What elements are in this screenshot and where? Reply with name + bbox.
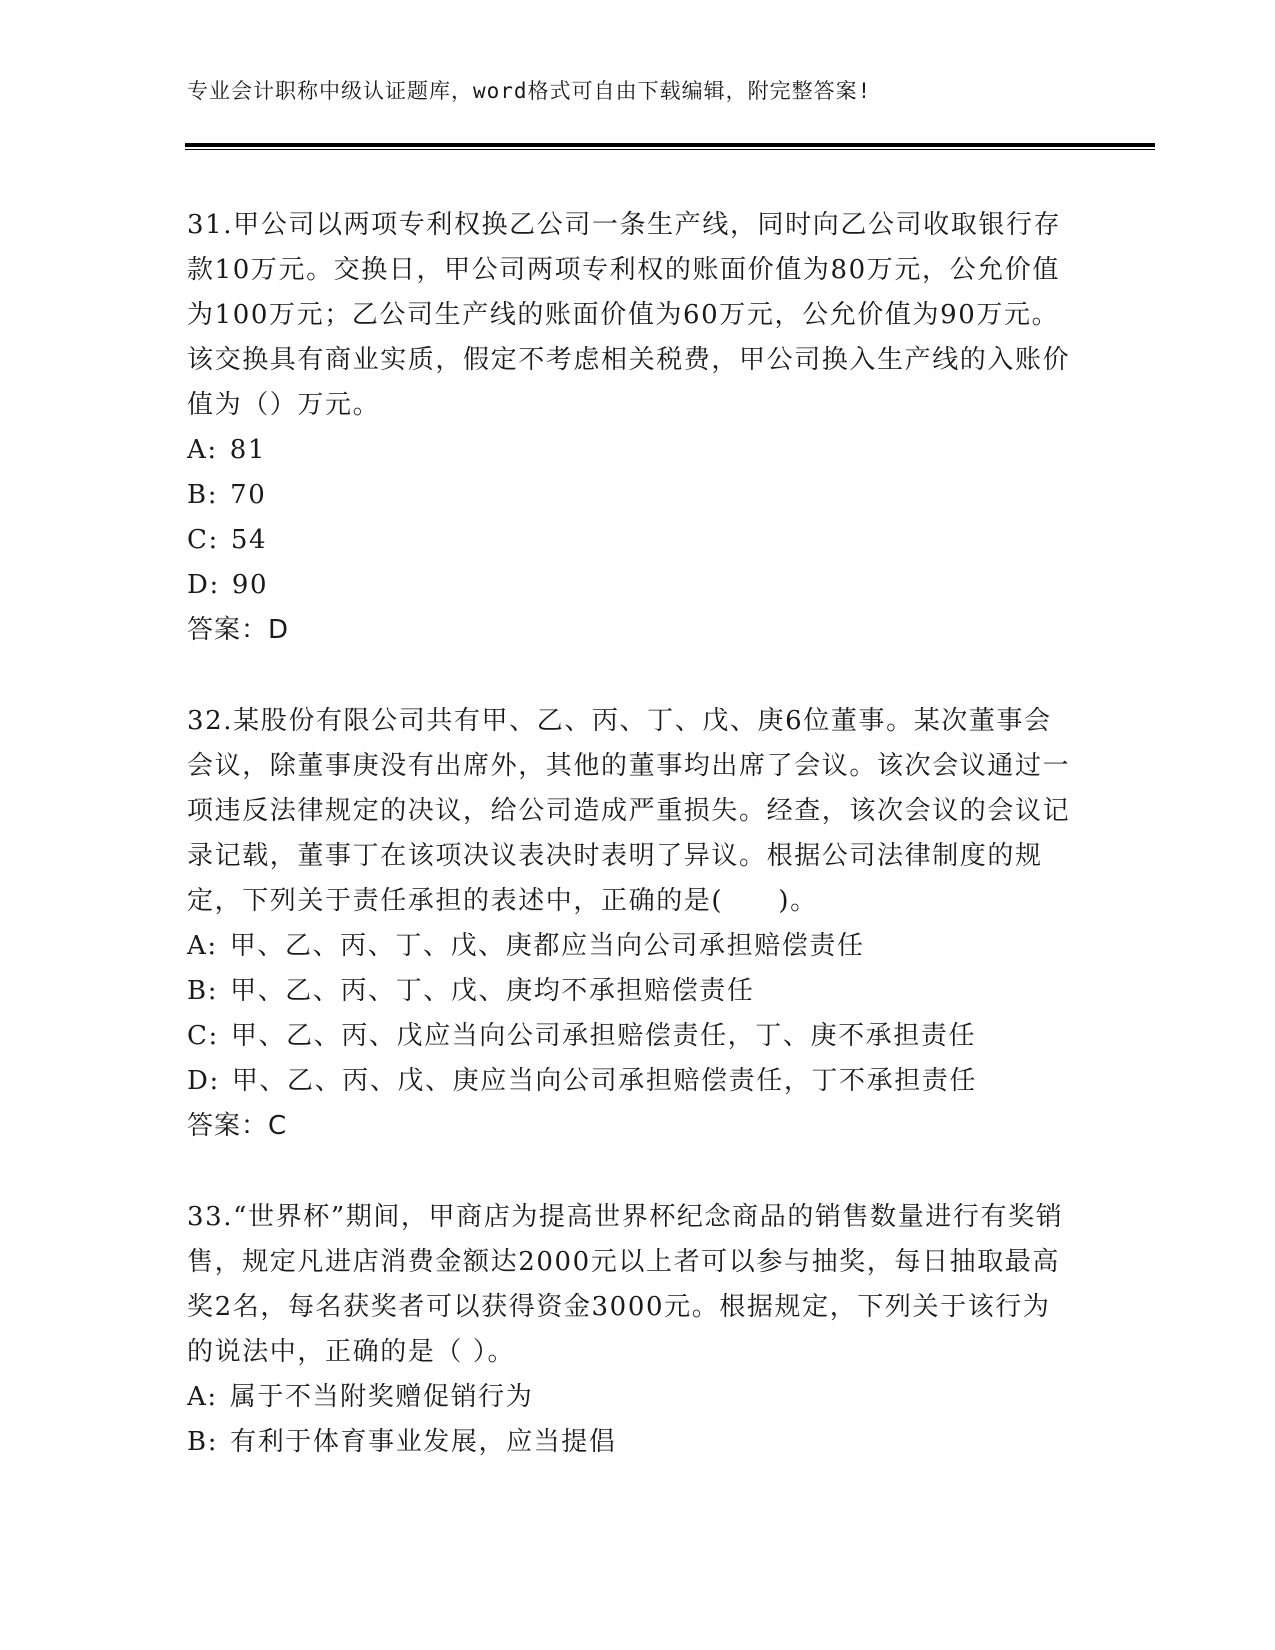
option-a: [187, 1375, 1077, 1420]
answer-line: 答案：D: [187, 615, 290, 645]
option-key: C :: [187, 1021, 219, 1051]
option-key: C :: [187, 525, 219, 555]
question-32: [187, 699, 1077, 1149]
option-key: D :: [187, 570, 220, 600]
option-d: [187, 563, 1077, 608]
option-key: A :: [187, 931, 218, 961]
option-text: 甲、乙、丙、戊、庚应当向公司承担赔偿责任，丁不承担责任: [231, 1066, 978, 1096]
option-key: B :: [187, 1427, 218, 1457]
option-c: [187, 518, 1077, 563]
header-rule-thick: [185, 143, 1155, 147]
header-rule-thin: [185, 149, 1155, 150]
option-text: 甲、乙、丙、戊应当向公司承担赔偿责任，丁、庚不承担责任: [230, 1021, 977, 1051]
option-text: 70: [230, 480, 267, 510]
option-key: A :: [187, 435, 218, 465]
page-header: 专业会计职称中级认证题库，word格式可自由下载编辑，附完整答案!: [187, 79, 872, 103]
option-key: D :: [187, 1066, 220, 1096]
answer-line: 答案：C: [187, 1111, 288, 1141]
option-key: A :: [187, 1382, 218, 1412]
option-text: 81: [229, 435, 267, 465]
question-stem: 33.“世界杯”期间，甲商店为提高世界杯纪念商品的销售数量进行有奖销售，规定凡进店消费金额达2000元以上者可以参与抽奖，每日抽取最高奖2名，每名获奖者可以获得资金3000元。根据规定，下列关于该行为的说法中，正确的是（ ）。: [187, 1202, 1064, 1367]
option-key: B :: [187, 976, 218, 1006]
question-stem: 32.某股份有限公司共有甲、乙、丙、丁、戊、庚6位董事。某次董事会会议，除董事庚没有出席外，其他的董事均出席了会议。该次会议通过一项违反法律规定的决议，给公司造成严重损失。经查，该次会议的会议记录记载，董事丁在该项决议表决时表明了异议。根据公司法律制度的规定，下列关于责任承担的表述中，正确的是( )。: [187, 706, 1071, 916]
option-b: [187, 473, 1077, 518]
option-text: 有利于体育事业发展，应当提倡: [230, 1427, 617, 1457]
option-text: 甲、乙、丙、丁、戊、庚都应当向公司承担赔偿责任: [229, 931, 865, 961]
option-d: [187, 1059, 1077, 1104]
option-key: B :: [187, 480, 218, 510]
option-text: 54: [230, 525, 268, 555]
question-31: [187, 203, 1077, 653]
option-text: 属于不当附奖赠促销行为: [229, 1382, 534, 1412]
option-text: 甲、乙、丙、丁、戊、庚均不承担赔偿责任: [230, 976, 755, 1006]
option-a: [187, 428, 1077, 473]
question-list: [187, 203, 1077, 1511]
option-a: [187, 924, 1077, 969]
question-33: [187, 1195, 1077, 1465]
option-b: [187, 969, 1077, 1014]
option-b: [187, 1420, 1077, 1465]
option-c: [187, 1014, 1077, 1059]
option-text: 90: [231, 570, 269, 600]
question-stem: 31.甲公司以两项专利权换乙公司一条生产线，同时向乙公司收取银行存款10万元。交换日，甲公司两项专利权的账面价值为80万元，公允价值为100万元；乙公司生产线的账面价值为60万元，公允价值为90万元。该交换具有商业实质，假定不考虑相关税费，甲公司换入生产线的入账价值为（）万元。: [187, 210, 1071, 420]
